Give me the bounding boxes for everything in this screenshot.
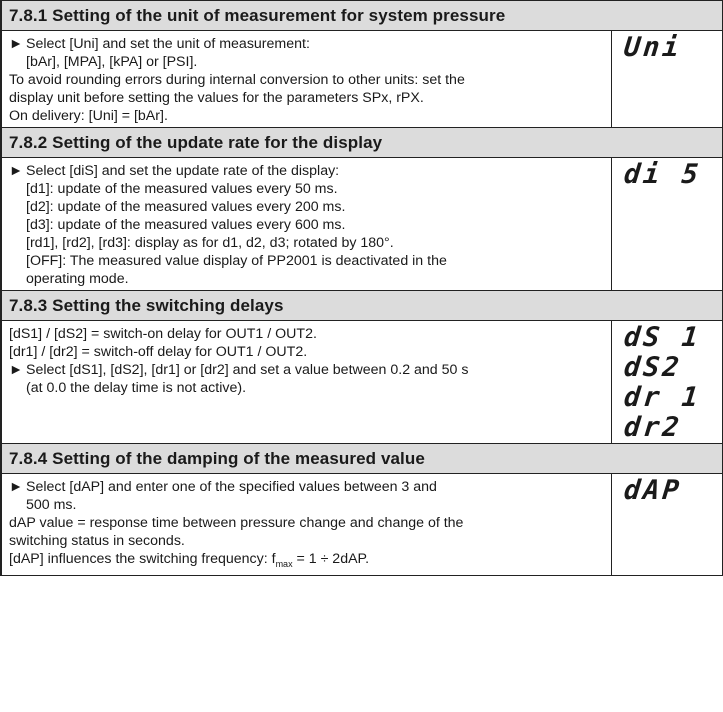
note-line: On delivery: [Uni] = [bAr]. (9, 108, 168, 124)
section-body (2, 321, 612, 444)
note-line: switching status in seconds. (9, 533, 185, 549)
display-code: di 5 (622, 159, 703, 190)
display-code: Uni (622, 32, 684, 63)
instruction-line: [bAr], [MPA], [kPA] or [PSI]. (26, 54, 198, 70)
display-code: dS2 (622, 352, 684, 383)
note-line: [dS1] / [dS2] = switch-on delay for OUT1 / OUT2. (9, 326, 317, 342)
note-line: To avoid rounding errors during internal conversion to other units: set the (9, 72, 465, 88)
option-line: operating mode. (26, 271, 129, 287)
display-code: dAP (622, 475, 684, 506)
display-code-cell (612, 158, 723, 291)
section-body (2, 158, 612, 291)
display-code: dS 1 (622, 322, 703, 353)
option-line: [d1]: update of the measured values every 50 ms. (26, 181, 338, 197)
display-code: dr2 (622, 412, 684, 443)
instruction-line: ► Select [dAP] and enter one of the specified values between 3 and (9, 479, 437, 495)
instruction-line: ► Select [dS1], [dS2], [dr1] or [dr2] and set a value between 0.2 and 50 s (9, 362, 469, 378)
section-body (2, 474, 612, 576)
note-line: dAP value = response time between pressure change and change of the (9, 515, 464, 531)
option-line: [d2]: update of the measured values every 200 ms. (26, 199, 346, 215)
option-line: [OFF]: The measured value display of PP2001 is deactivated in the (26, 253, 447, 269)
arrow-bullet-icon: ► (9, 479, 24, 495)
section-title: 7.8.2 Setting of the update rate for the display (2, 128, 723, 158)
formula-line: [dAP] influences the switching frequency: $f_{max} = 1 \div 2dAP$. (9, 551, 370, 569)
arrow-bullet-icon: ► (9, 36, 24, 52)
display-code: dr 1 (622, 382, 703, 413)
instruction-line: (at 0.0 the delay time is not active). (26, 380, 247, 396)
section-title: 7.8.4 Setting of the damping of the measured value (2, 444, 723, 474)
section-title: 7.8.3 Setting the switching delays (2, 291, 723, 321)
note-line: display unit before setting the values for the parameters SPx, rPX. (9, 90, 424, 106)
section-body (2, 31, 612, 128)
arrow-bullet-icon: ► (9, 163, 24, 179)
option-line: [rd1], [rd2], [rd3]: display as for d1, d2, d3; rotated by 180°. (26, 235, 394, 251)
instruction-line: ► Select [diS] and set the update rate of the display: (9, 163, 340, 179)
settings-table (1, 0, 723, 576)
option-line: [d3]: update of the measured values every 600 ms. (26, 217, 346, 233)
note-line: [dr1] / [dr2] = switch-off delay for OUT1 / OUT2. (9, 344, 308, 360)
instruction-line: ► Select [Uni] and set the unit of measurement: (9, 36, 310, 52)
display-code-cell (612, 474, 723, 576)
instruction-line: 500 ms. (26, 497, 77, 513)
display-code-cell (612, 321, 723, 444)
section-title: 7.8.1 Setting of the unit of measurement for system pressure (2, 1, 723, 31)
display-code-cell (612, 31, 723, 128)
arrow-bullet-icon: ► (9, 362, 24, 378)
